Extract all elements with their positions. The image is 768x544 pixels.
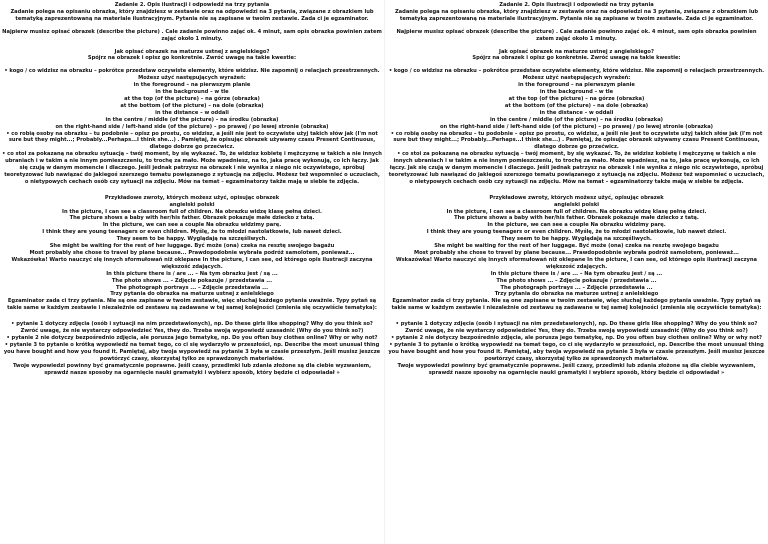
example-line: In this picture there is / are ... – Na tym obrazku jest / są ... bbox=[490, 270, 663, 277]
examples-heading: Przykładowe zwroty, których możesz użyć, opisując obrazek bbox=[489, 194, 664, 201]
example-line: The photo shows ... – Zdjęcie pokazuje / przedstawia ... bbox=[111, 277, 273, 284]
task-title: Zadanie 2. Opis ilustracji i odpowiedź na trzy pytania bbox=[499, 2, 654, 8]
question-bullet: • pytanie 1 dotyczy zdjęcia (osób i sytuacji na nim przedstawionych), np. Do these girls like shopping? Why do you think so? Zwróć uwagę, że nie wystarczy odpowiedzieć Yes, they do. Trzeba swoją wypowiedź uzasadnić (Why do you think so?) bbox=[395, 321, 758, 335]
task-description: Zadanie polega na opisaniu obrazka, który znajdziesz w zestawie oraz na odpowiedzi na 3 pytania, związane z obrazkiem lub tematyką zaprezentowaną na materiale ilustracyjnym. Pytania nie są zapisane w twoim zestawie. Zada ci je egzaminator. bbox=[394, 8, 759, 22]
example-line: I think they are young teenagers or even children. Myślę, że to młodzi nastolatkowie, lub nawet dzieci. bbox=[42, 229, 342, 236]
tip-bullet: • kogo / co widzisz na obrazku – pokrótce przedstaw oczywiste elementy, które widzisz. Nie zapomnij o relacjach przestrzennych. Możesz użyć następujących wyrażeń: bbox=[388, 68, 765, 82]
right-column bbox=[384, 0, 768, 544]
example-line: I think they are young teenagers or even children. Myślę, że to młodzi nastolatkowie, lub nawet dzieci. bbox=[426, 229, 727, 236]
phrase-line: at the top (of the picture) – na górze (obrazka) bbox=[508, 95, 645, 102]
phrase-line: at the top (of the picture) – na górze (obrazka) bbox=[124, 95, 260, 102]
tip-bullet: • co robią osoby na obrazku – tu podobnie – opisz po prostu, co widzisz, a jeśli nie jest to oczywiste użyj takich słów jak (I'm not sure but they might...; Probably...Perhaps...I think she...) . Pamiętaj, że opisując obrazek używamy czasu Present Continuous, dlatego dobrze go przećwicz. bbox=[6, 130, 378, 151]
example-line: In the picture, we can see a couple Na obrazku widzimy parę. bbox=[102, 222, 282, 229]
example-line: In the picture, I can see a classroom full of children. Na obrazku widzę klasę pełną dzieci. bbox=[446, 208, 707, 215]
example-line: The photo shows ... – Zdjęcie pokazuje / przedstawia ... bbox=[496, 277, 657, 284]
phrase-line: at the bottom (of the picture) – na dole (obrazka) bbox=[504, 102, 649, 109]
how-subheading: Spójrz na obrazek i opisz go konkretnie. Zwróć uwagę na takie kwestie: bbox=[472, 55, 681, 62]
question-bullet: • pytanie 2 nie dotyczy bezpośrednio zdjęcia, ale porusza jego tematykę, np. Do you often buy clothes online? Why or why not? bbox=[6, 334, 378, 341]
example-line: In this picture there is / are ... – Na tym obrazku jest / są ... bbox=[106, 270, 278, 277]
question-bullet: • pytanie 3 to pytanie o krótką wypowiedź na temat tego, co ci się wydarzyło w przeszłości, np. Describe the most unusual thing you have bought and how you found it. Pamiętaj, aby twoja wypowiedź na pytanie 3 była w czasie przeszłym. Jeśli musisz jeszcze powtórzyć czasy, skorzystaj tylko ze sprawdzonych materiałów. bbox=[3, 341, 381, 362]
tip-bullet: • kogo / co widzisz na obrazku – pokrótce przedstaw oczywiste elementy, które widzisz. Nie zapomnij o relacjach przestrzennych. Możesz użyć następujących wyrażeń: bbox=[4, 68, 380, 82]
example-line: In the picture, I can see a classroom full of children. Na obrazku widzę klasę pełną dzieci. bbox=[62, 208, 322, 215]
phrase-line: in the distance – w oddali bbox=[539, 109, 614, 116]
example-line: The picture shows a baby with her/his father. Obrazek pokazuje małe dziecko z tatą. bbox=[454, 215, 699, 222]
example-line: The photograph portrays ... – Zdjęcie przedstawia ... bbox=[115, 284, 269, 291]
questions-heading: Trzy pytania do obrazka na maturze ustnej z anielskiego bbox=[110, 291, 274, 298]
first-step-paragraph: Najpierw musisz opisać obrazek (describe the picture) . Cale zadanie powinno zająć ok. 4 minut, sam opis obrazka powinien zatem zająć około 1 minuty. bbox=[2, 28, 382, 42]
tip-bullet: • co stoi za pokazaną na obrazku sytuacją – twój moment, by się wykazać. To, że widzisz kobietę i mężczyznę w takich a nie innych ubraniach i w takim a nie innym pomieszczeniu, to trochę za mało. Może wpadniesz, na to, jaka pracę wykonują, co ich łączy. Jak się czują w danym momencie i dlaczego. Jeśli jednak patrzysz na obrazek i nie wynika z niego nic oczywistego, spróbuj teoretyzować lub nawiązać do jakiegoś szerszego tematu powiązanego z sytuacją na zdjęciu. Możesz też wspomnieć o uczuciach, o nietypowych cechach osób czy sytuacji na zdjęciu. Mów na temat – egzaminatorzy także mają w siebie te zdjęcia. bbox=[2, 151, 382, 185]
examples-columns: angielski polski bbox=[553, 201, 600, 208]
example-line: She might be waiting for the rest of her luggage. Być może (ona) czeka na resztę swojego bagażu bbox=[49, 243, 335, 250]
phrase-line: in the background – w tle bbox=[155, 89, 229, 96]
tip-bullet: • co stoi za pokazaną na obrazku sytuacją – twój moment, by się wykazać. To, że widzisz kobietę i mężczyznę w takich a nie innych ubraniach i w takim a nie innym pomieszczeniu, to trochę za mało. Może wpadniesz, na to, jaka pracę wykonują, co ich łączy. Jak się czują w danym momencie i dlaczego. Jeśli jednak patrzysz na obrazek i nie wynika z niego nic oczywistego, spróbuj teoretyzować lub nawiązać do jakiegoś szerszego tematu powiązanego z sytuacją na zdjęciu. Możesz też wspomnieć o uczuciach, o nietypowych cechach osób czy sytuacji na zdjęciu. Mów na temat – egzaminatorzy także mają w siebie te zdjęcia. bbox=[388, 151, 765, 185]
how-heading: Jak opisać obrazek na maturze ustnej z angielskiego? bbox=[499, 48, 654, 55]
question-bullet: • pytanie 2 nie dotyczy bezpośrednio zdjęcia, ale porusza jego tematykę, np. Do you often buy clothes online? Why or why not? bbox=[390, 334, 763, 341]
questions-heading: Trzy pytania do obrazka na maturze ustnej z anielskiego bbox=[494, 291, 659, 298]
example-line: She might be waiting for the rest of her luggage. Być może (ona) czeka na resztę swojego bagażu bbox=[434, 243, 719, 250]
example-line: Most probably she chose to travel by plane because... Prawdopodobnie wybrała podróż samolotem, ponieważ... bbox=[414, 250, 739, 256]
example-line: They seem to be happy. Wyglądają na szczęśliwych. bbox=[501, 236, 652, 243]
phrase-line: in the foreground – na pierwszym planie bbox=[133, 82, 251, 89]
tip-bullet: • co robią osoby na obrazku – tu podobnie – opisz po prostu, co widzisz, a jeśli nie jest to oczywiste użyj takich słów jak (I'm not sure but they might...; Probably...Perhaps...I think she...) . Pamiętaj, że opisując obrazek używamy czasu Present Continuous, dlatego dobrze go przećwicz. bbox=[390, 130, 763, 151]
phrase-line: on the right-hand side / left-hand side (of the picture) – po prawej / po lewej stronie (obrazka) bbox=[55, 123, 329, 130]
question-bullet: • pytanie 3 to pytanie o krótką wypowiedź na temat tego, co ci się wydarzyło w przeszłości, np. Describe the most unusual thing you have bought and how you found it. Pamiętaj, aby twoja wypowiedź na pytanie 3 była w czasie przeszłym. Jeśli musisz jeszcze powtórzyć czasy, skorzystaj tylko ze sprawdzonych materiałów. bbox=[388, 341, 765, 362]
example-line: The photograph portrays ... – Zdjęcie przedstawia ... bbox=[500, 284, 653, 291]
phrase-line: in the distance – w oddali bbox=[155, 109, 229, 116]
question-bullet: • pytanie 1 dotyczy zdjęcia (osób i sytuacji na nim przedstawionych), np. Do these girls like shopping? Why do you think so? Zwróć uwagę, że nie wystarczy odpowiedzieć Yes, they do. Trzeba swoją wypowiedź uzasadnić (Why do you think so?) bbox=[11, 321, 373, 335]
hint-paragraph: Wskazówka! Warto nauczyć się innych sformułowań niż oklepane In the picture, I can see, od którego opis ilustracji zaczyna większość zdających. bbox=[395, 256, 758, 270]
hint-paragraph: Wskazówka! Warto nauczyć się innych sformułowań niż oklepane In the picture, I can see, od którego opis ilustracji zaczyna większość zdających. bbox=[11, 256, 373, 270]
first-step-paragraph: Najpierw musisz opisać obrazek (describe the picture) . Cale zadanie powinno zająć ok. 4 minut, sam opis obrazka powinien zatem zająć około 1 minuty. bbox=[396, 28, 757, 42]
questions-intro: Egzaminator zada ci trzy pytania. Nie są one zapisane w twoim zestawie, więc słuchaj każdego pytania uważnie. Typy pytań są takie same w każdym zestawie i niezależnie od zestawu są zadawane w tej samej kolejności (zmienia się oczywiście tematyka): bbox=[7, 298, 377, 312]
example-line: They seem to be happy. Wyglądają na szczęśliwych. bbox=[116, 236, 268, 243]
phrase-line: in the foreground – na pierwszym planie bbox=[518, 82, 635, 89]
phrase-line: in the background – w tle bbox=[539, 89, 614, 96]
task-title: Zadanie 2. Opis ilustracji i odpowiedź na trzy pytania bbox=[114, 2, 270, 8]
how-heading: Jak opisać obrazek na maturze ustnej z angielskiego? bbox=[114, 48, 270, 55]
example-line: The picture shows a baby with her/his father. Obrazek pokazuje małe dziecko z tatą. bbox=[69, 215, 315, 222]
examples-columns: angielski polski bbox=[169, 201, 215, 208]
questions-intro: Egzaminator zada ci trzy pytania. Nie są one zapisane w twoim zestawie, więc słuchaj każdego pytania uważnie. Typy pytań są takie same w każdym zestawie i niezależnie od zestawu są zadawane w tej samej kolejności (zmienia się oczywiście tematyka): bbox=[391, 298, 762, 312]
phrase-line: in the centre / middle (of the picture) – na środku (obrazka) bbox=[489, 116, 664, 123]
phrase-line: at the bottom (of the picture) – na dole (obrazka) bbox=[120, 102, 264, 109]
phrase-line: in the centre / middle (of the picture) – na środku (obrazka) bbox=[105, 116, 279, 123]
task-description: Zadanie polega na opisaniu obrazka, który znajdziesz w zestawie oraz na odpowiedzi na 3 pytania, związane z obrazkiem lub tematyką zaprezentowaną na materiale ilustracyjnym. Pytania nie są zapisane w twoim zestawie. Zada ci je egzaminator. bbox=[10, 8, 374, 22]
closing-paragraph: Twoje wypowiedzi powinny być gramatycznie poprawne. Jeśli czasy, przedimki lub zdania złożone są dla ciebie wyzwaniem, sprawdź nasze sposoby na ogarnięcie nauki gramatyki i wybierz sposób, który będzie ci odpowiadał » bbox=[12, 362, 372, 376]
closing-paragraph: Twoje wypowiedzi powinny być gramatycznie poprawne. Jeśli czasy, przedimki lub zdania złożone są dla ciebie wyzwaniem, sprawdź nasze sposoby na ogarnięcie nauki gramatyki i wybierz sposób, który będzie ci odpowiadał » bbox=[397, 362, 756, 376]
phrase-line: on the right-hand side / left-hand side (of the picture) – po prawej / po lewej stronie (obrazka) bbox=[439, 123, 714, 130]
example-line: In the picture, we can see a couple Na obrazku widzimy parę. bbox=[487, 222, 666, 229]
how-subheading: Spójrz na obrazek i opisz go konkretnie. Zwróć uwagę na takie kwestie: bbox=[87, 55, 297, 62]
example-line: Most probably she chose to travel by plane because... Prawdopodobnie wybrała podróż samolotem, ponieważ... bbox=[29, 250, 355, 256]
examples-heading: Przykładowe zwroty, których możesz użyć, opisując obrazek bbox=[104, 194, 280, 201]
